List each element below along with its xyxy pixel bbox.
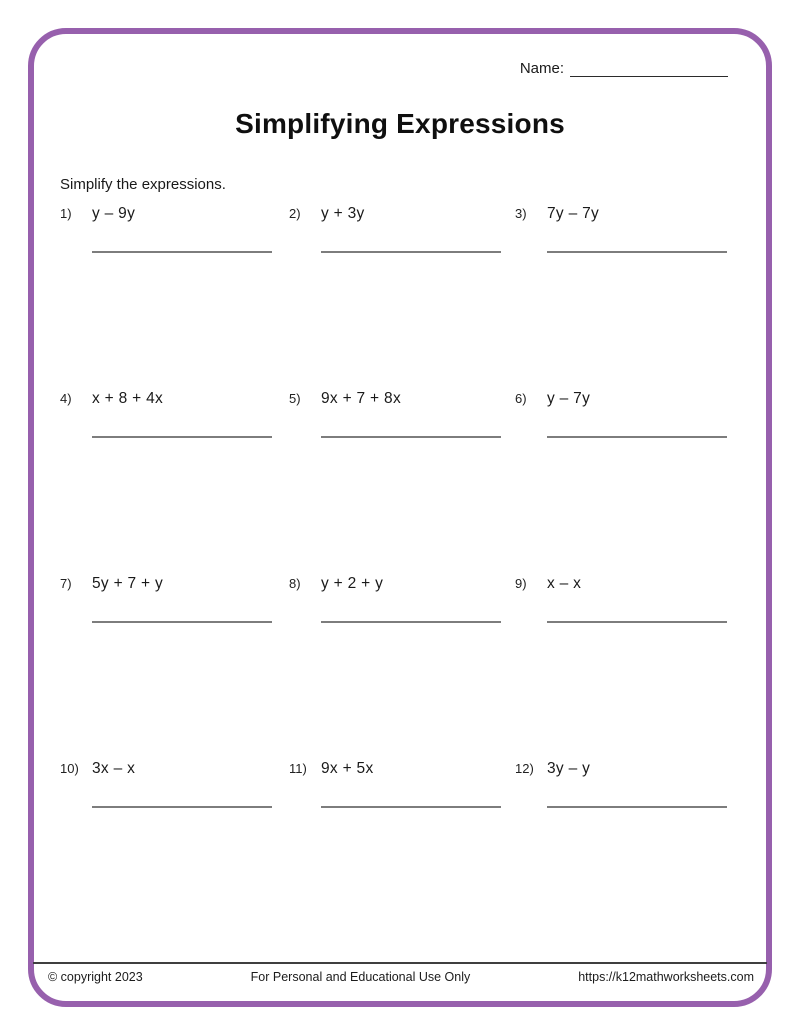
answer-blank-line (321, 436, 501, 438)
problem-row (60, 205, 289, 223)
problem-number: 1) (60, 206, 72, 221)
problem-expression: 9x + 7 + 8x (321, 390, 401, 407)
page-title: Simplifying Expressions (235, 108, 565, 139)
name-field-row (520, 60, 728, 77)
answer-blank-line (321, 621, 501, 623)
problem-expression: 7y – 7y (547, 205, 600, 222)
problem-cell (60, 205, 289, 390)
problem-row (289, 575, 515, 593)
problem-cell (60, 575, 289, 760)
footer-divider (33, 962, 767, 964)
problem-cell (515, 575, 750, 760)
problem-row (515, 205, 750, 223)
answer-blank-line (547, 621, 727, 623)
problem-expression: y + 2 + y (321, 575, 384, 592)
answer-blank-line (547, 436, 727, 438)
problem-cell (60, 760, 289, 945)
problem-cell (515, 390, 750, 575)
problem-row (289, 205, 515, 223)
problem-row (515, 760, 750, 778)
problem-number: 2) (289, 206, 301, 221)
answer-blank-line (547, 251, 727, 253)
answer-blank-line (92, 806, 272, 808)
problem-expression: y – 7y (547, 390, 591, 407)
problem-row (515, 575, 750, 593)
problem-expression: y – 9y (92, 205, 136, 222)
problem-expression: x – x (547, 575, 582, 592)
footer-usage-note: For Personal and Educational Use Only (250, 970, 471, 984)
problem-number: 3) (515, 206, 527, 221)
problem-row (60, 575, 289, 593)
problem-cell (289, 760, 515, 945)
problem-row (60, 760, 289, 778)
problem-expression: y + 3y (321, 205, 365, 222)
problem-row (289, 760, 515, 778)
problem-number: 9) (515, 576, 527, 591)
problem-number: 10) (60, 761, 79, 776)
problem-expression: 3x – x (92, 760, 136, 777)
problem-row (60, 390, 289, 408)
answer-blank-line (92, 251, 272, 253)
problems-grid (60, 205, 750, 945)
problem-row (289, 390, 515, 408)
problem-expression: 9x + 5x (321, 760, 374, 777)
instruction-text: Simplify the expressions. (60, 176, 226, 193)
name-blank-line (570, 60, 728, 77)
answer-blank-line (321, 806, 501, 808)
problem-row (515, 390, 750, 408)
problem-number: 6) (515, 391, 527, 406)
problem-number: 4) (60, 391, 72, 406)
problem-cell (60, 390, 289, 575)
answer-blank-line (92, 436, 272, 438)
problem-cell (515, 760, 750, 945)
problem-number: 11) (289, 761, 307, 776)
problem-cell (289, 205, 515, 390)
answer-blank-line (92, 621, 272, 623)
problem-number: 5) (289, 391, 301, 406)
problem-expression: 5y + 7 + y (92, 575, 164, 592)
problem-number: 8) (289, 576, 301, 591)
name-label: Name: (519, 60, 564, 77)
problem-cell (289, 575, 515, 760)
footer-copyright: © copyright 2023 (48, 970, 143, 984)
problem-cell (515, 205, 750, 390)
problem-expression: 3y – y (547, 760, 591, 777)
answer-blank-line (321, 251, 501, 253)
problem-cell (289, 390, 515, 575)
problem-number: 7) (60, 576, 72, 591)
footer-url: https://k12mathworksheets.com (578, 970, 754, 984)
problem-expression: x + 8 + 4x (92, 390, 164, 407)
problem-number: 12) (515, 761, 534, 776)
answer-blank-line (547, 806, 727, 808)
footer (48, 970, 754, 984)
